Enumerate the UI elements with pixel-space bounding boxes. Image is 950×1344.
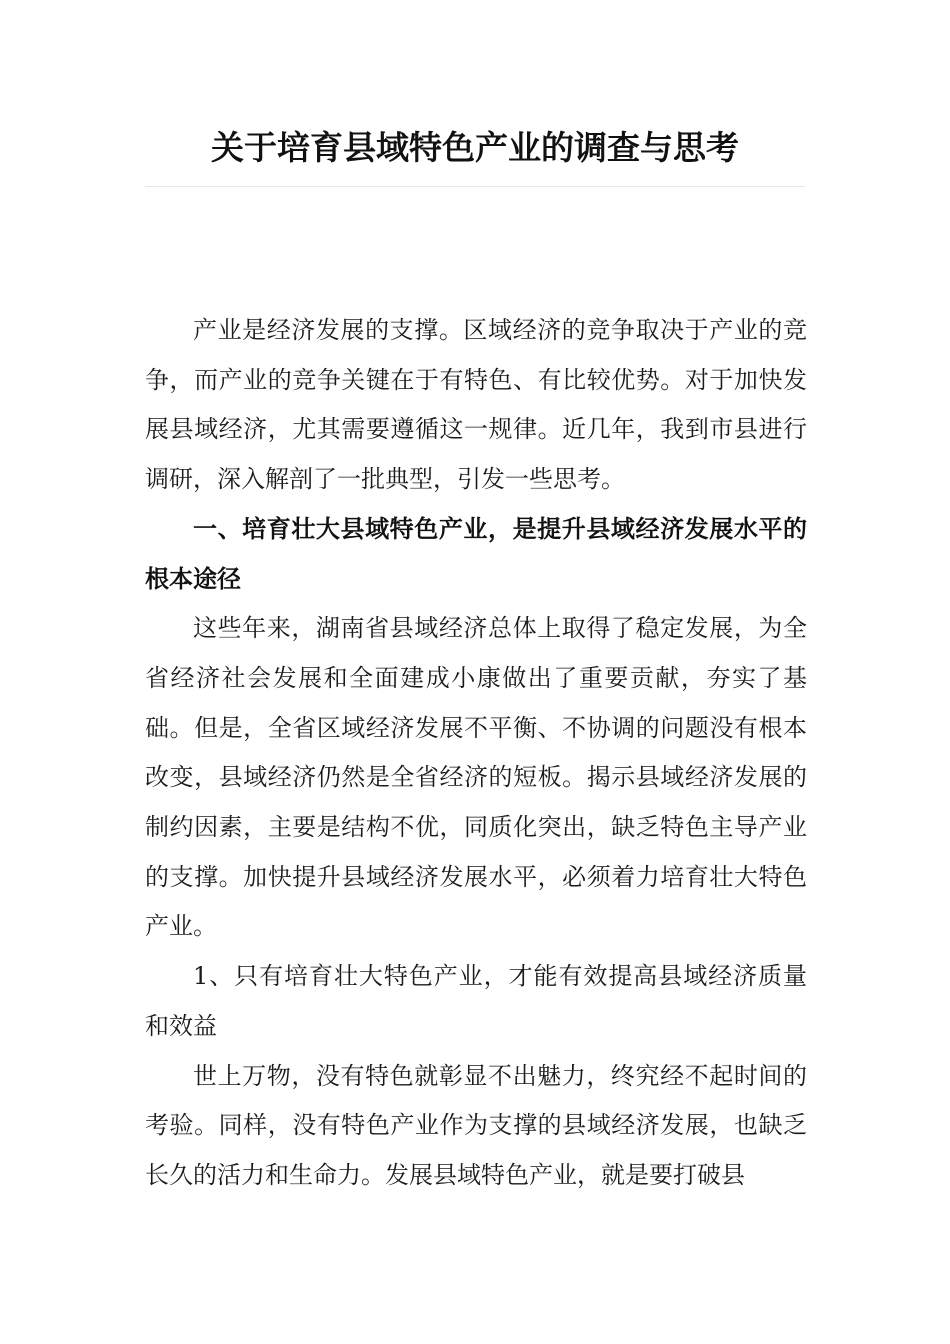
paragraph-section-1: 这些年来，湖南省县域经济总体上取得了稳定发展，为全省经济社会发展和全面建成小康做出了重要贡献，夯实了基础。但是，全省区域经济发展不平衡、不协调的问题没有根本改变，县域经济仍然是全省经济的短板。揭示县域经济发展的制约因素，主要是结构不优，同质化突出，缺乏特色主导产业的支撑。加快提升县域经济发展水平，必须着力培育壮大特色产业。 [145,614,807,941]
paragraph-intro: 产业是经济发展的支撑。区域经济的竞争取决于产业的竞争，而产业的竞争关键在于有特色、有比较优势。对于加快发展县域经济，尤其需要遵循这一规律。近几年，我到市县进行调研，深入解剖了一批典型，引发一些思考。 [145,316,807,494]
section-heading-1: 一、培育壮大县域特色产业，是提升县域经济发展水平的根本途径 [145,514,807,593]
paragraph-subsection-1: 世上万物，没有特色就彰显不出魅力，终究经不起时间的考验。同样，没有特色产业作为支撑的县域经济发展，也缺乏长久的活力和生命力。发展县域特色产业，就是要打破县 [145,1061,807,1189]
subheading-1: 1、只有培育壮大特色产业，才能有效提高县域经济质量和效益 [145,962,807,1040]
document-body [145,306,807,1201]
document-title: 关于培育县域特色产业的调查与思考 [211,128,739,167]
title-divider [145,186,805,187]
